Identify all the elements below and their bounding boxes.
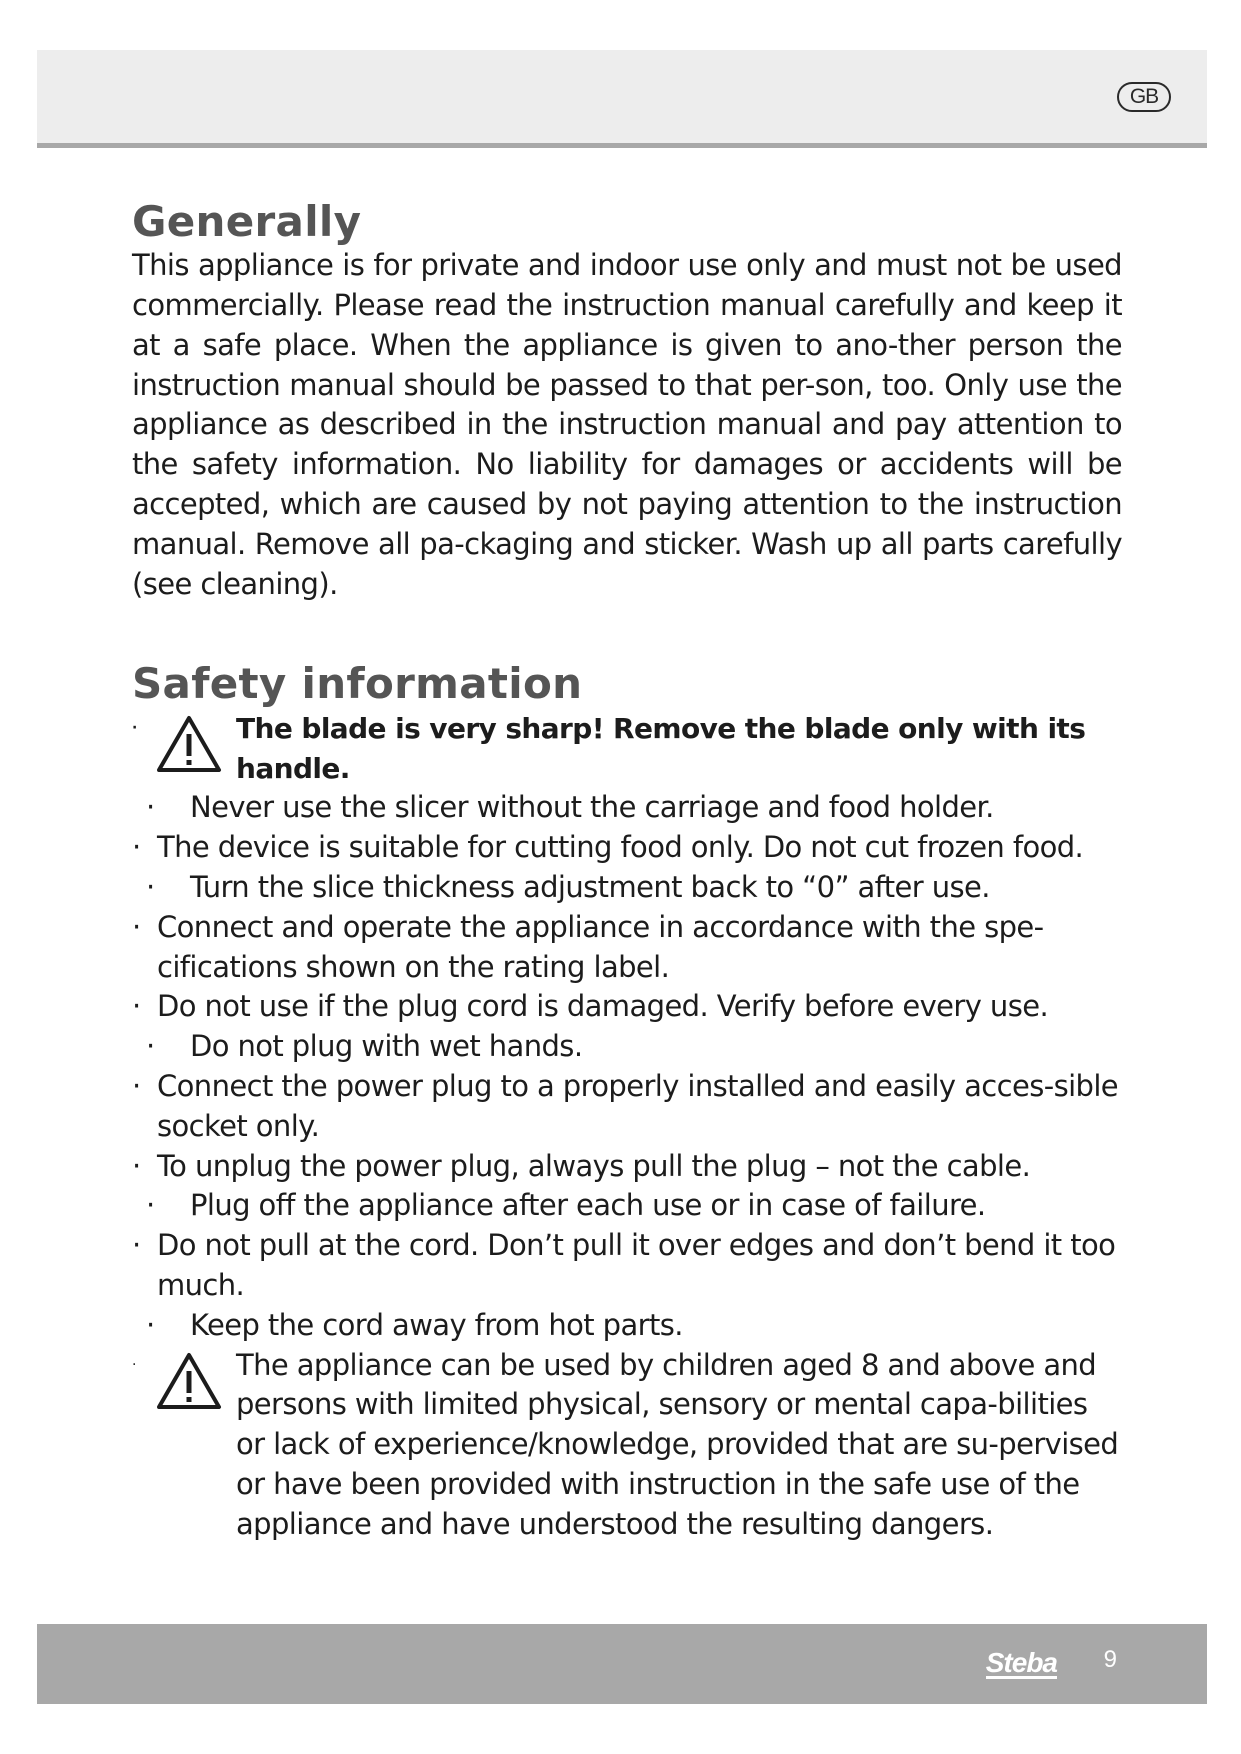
safety-item-children-warning — [132, 1346, 1122, 1545]
bullet: · — [132, 909, 141, 944]
bullet: · — [146, 1307, 155, 1342]
bullet: · — [132, 1148, 141, 1183]
safety-item-text: To unplug the power plug, always pull the plug – not the cable. — [157, 1148, 1031, 1183]
bullet: · — [132, 989, 141, 1024]
warning-triangle-icon — [156, 715, 222, 773]
generally-paragraph: This appliance is for private and indoor use only and must not be used commercially. Please read the instruction manual carefully and keep it at a safe place. When the appliance is given to ano-ther person the instruction manual should be passed to that per-son, too. Only use the appliance as described in the instruction manual and pay attention to the safety information. No liability for damages or accidents will be accepted, which are caused by not paying attention to the instruction manual. Remove all pa-ckaging and sticker. Wash up all parts carefully (see cleaning). — [132, 248, 1122, 601]
safety-item — [132, 788, 1122, 828]
page-footer-band — [37, 1624, 1207, 1704]
safety-item — [132, 1186, 1122, 1226]
bullet: · — [132, 1228, 141, 1263]
bullet: · — [132, 719, 137, 736]
page-header-band — [37, 50, 1207, 148]
safety-item-text: Plug off the appliance after each use or in case of failure. — [190, 1188, 986, 1223]
safety-item-text: Connect the power plug to a properly installed and easily acces-sible socket only. — [157, 1068, 1119, 1143]
page-content — [132, 198, 1122, 1545]
safety-item-text: Do not use if the plug cord is damaged. Verify before every use. — [157, 989, 1049, 1024]
safety-item — [132, 1027, 1122, 1067]
bullet: · — [146, 1029, 155, 1064]
brand-logo: Steba — [985, 1647, 1057, 1678]
safety-item — [132, 828, 1122, 868]
safety-item-blade-warning — [132, 709, 1122, 789]
bullet: · — [132, 830, 141, 865]
bullet: · — [146, 790, 155, 825]
section-title-safety: Safety information — [132, 659, 583, 709]
safety-item-text: The device is suitable for cutting food only. Do not cut frozen food. — [157, 830, 1084, 865]
safety-item-text: The blade is very sharp! Remove the blade only with its handle. — [236, 711, 1086, 785]
safety-list — [132, 709, 1122, 1545]
safety-item — [132, 908, 1122, 988]
safety-item — [132, 868, 1122, 908]
safety-item-text: Keep the cord away from hot parts. — [190, 1307, 683, 1342]
warning-triangle-icon — [156, 1352, 222, 1410]
section-title-generally: Generally — [132, 197, 362, 246]
safety-item-text: Connect and operate the appliance in accordance with the spe-cifications shown on the rating label. — [157, 909, 1044, 984]
page-number: 9 — [1103, 1646, 1117, 1673]
safety-item — [132, 1226, 1122, 1306]
language-badge: GB — [1117, 82, 1171, 112]
bullet: · — [146, 869, 155, 904]
safety-item-text: Never use the slicer without the carriage and food holder. — [190, 790, 994, 825]
bullet: · — [132, 1356, 136, 1373]
safety-item — [132, 1147, 1122, 1187]
safety-item — [132, 987, 1122, 1027]
bullet: · — [132, 1068, 141, 1103]
safety-item-text: Do not pull at the cord. Don’t pull it over edges and don’t bend it too much. — [157, 1228, 1116, 1302]
safety-item-text: Turn the slice thickness adjustment back to “0” after use. — [190, 869, 990, 904]
safety-item — [132, 1306, 1122, 1346]
safety-item — [132, 1067, 1122, 1147]
bullet: · — [146, 1188, 155, 1223]
safety-item-text: The appliance can be used by children aged 8 and above and persons with limited physical, sensory or mental capa-bilities or lack of experience/knowledge, provided that are su-pervised or have been provided with instruction in the safe use of the appliance and have understood the resulting dangers. — [236, 1347, 1119, 1541]
safety-item-text: Do not plug with wet hands. — [190, 1029, 583, 1064]
